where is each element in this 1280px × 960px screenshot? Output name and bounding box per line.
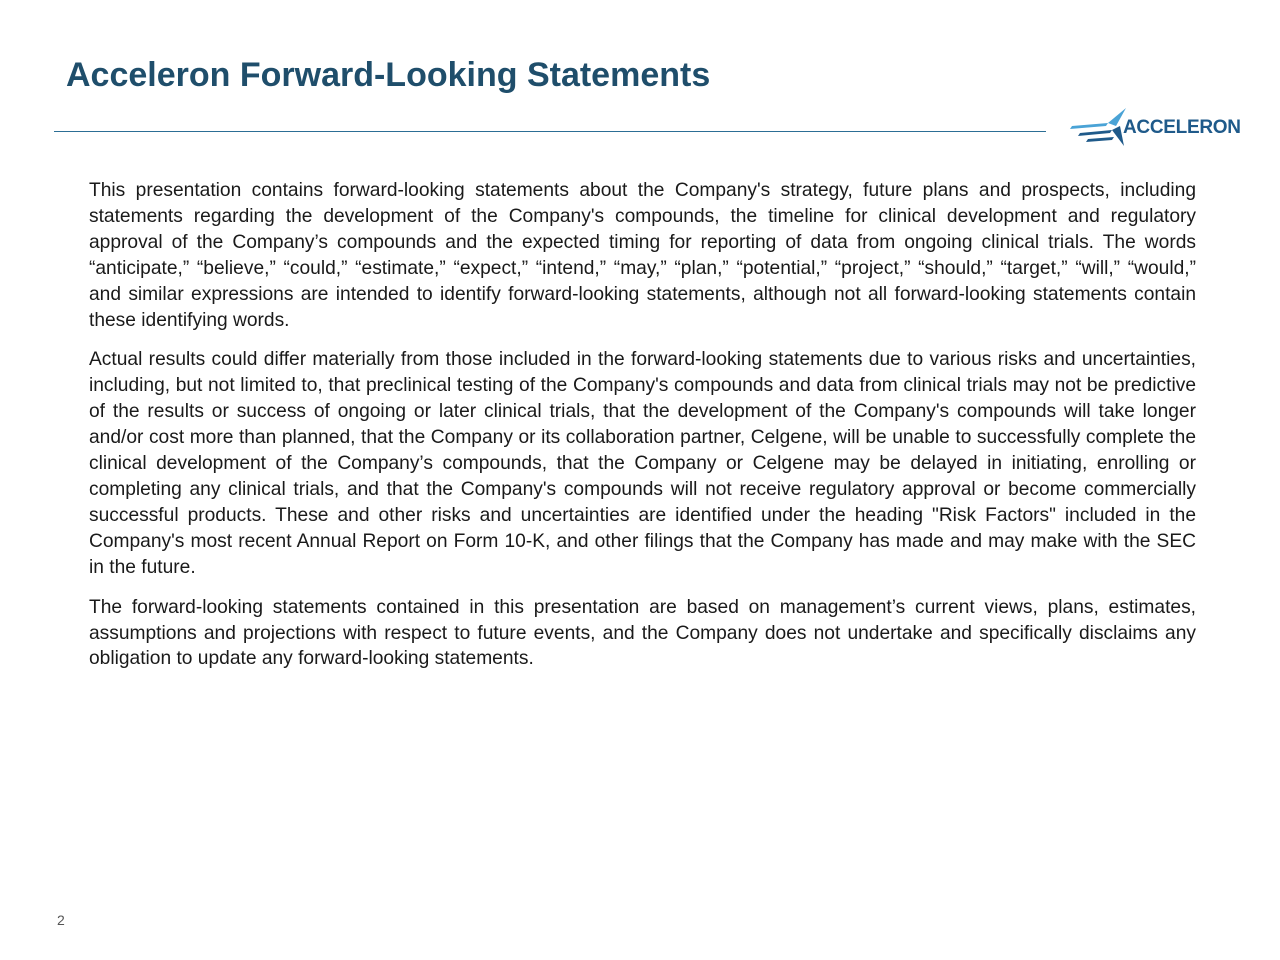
slide-title: Acceleron Forward-Looking Statements <box>66 56 711 94</box>
paragraph-forward-looking-intro: This presentation contains forward-looking statements about the Company's strategy, future plans and prospects, including statements regarding the development of the Company's compounds, the timeline for clinical development and regulatory approval of the Company’s compounds and the expected timing for reporting of data from ongoing clinical trials. The words “anticipate,” “believe,” “could,” “estimate,” “expect,” “intend,” “may,” “plan,” “potential,” “project,” “should,” “target,” “will,” “would,” and similar expressions are intended to identify forward-looking statements, although not all forward-looking statements contain these identifying words. <box>89 180 1196 331</box>
acceleron-wing-icon <box>1068 106 1128 152</box>
acceleron-logo <box>1068 106 1250 152</box>
paragraph-risks-uncertainties: Actual results could differ materially from those included in the forward-looking statements due to various risks and uncertainties, including, but not limited to, that preclinical testing of the Company's compounds and data from clinical trials may not be predictive of the results or success of ongoing or later clinical trials, that the development of the Company's compounds will take longer and/or cost more than planned, that the Company or its collaboration partner, Celgene, will be unable to successfully complete the clinical development of the Company’s compounds, that the Company or Celgene may be delayed in initiating, enrolling or completing any clinical trials, and that the Company's compounds will not receive regulatory approval or become commercially successful products. These and other risks and uncertainties are identified under the heading "Risk Factors" included in the Company's most recent Annual Report on Form 10-K, and other filings that the Company has made and may make with the SEC in the future. <box>89 349 1196 578</box>
page-number: 2 <box>57 912 65 928</box>
title-divider <box>54 131 1046 132</box>
paragraph-no-update-obligation: The forward-looking statements contained in this presentation are based on management’s current views, plans, estimates, assumptions and projections with respect to future events, and the Company does not undertake and specifically disclaims any obligation to update any forward-looking statements. <box>89 596 1196 670</box>
disclaimer-body <box>89 178 1196 686</box>
logo-wordmark: ACCELERON <box>1123 117 1241 138</box>
